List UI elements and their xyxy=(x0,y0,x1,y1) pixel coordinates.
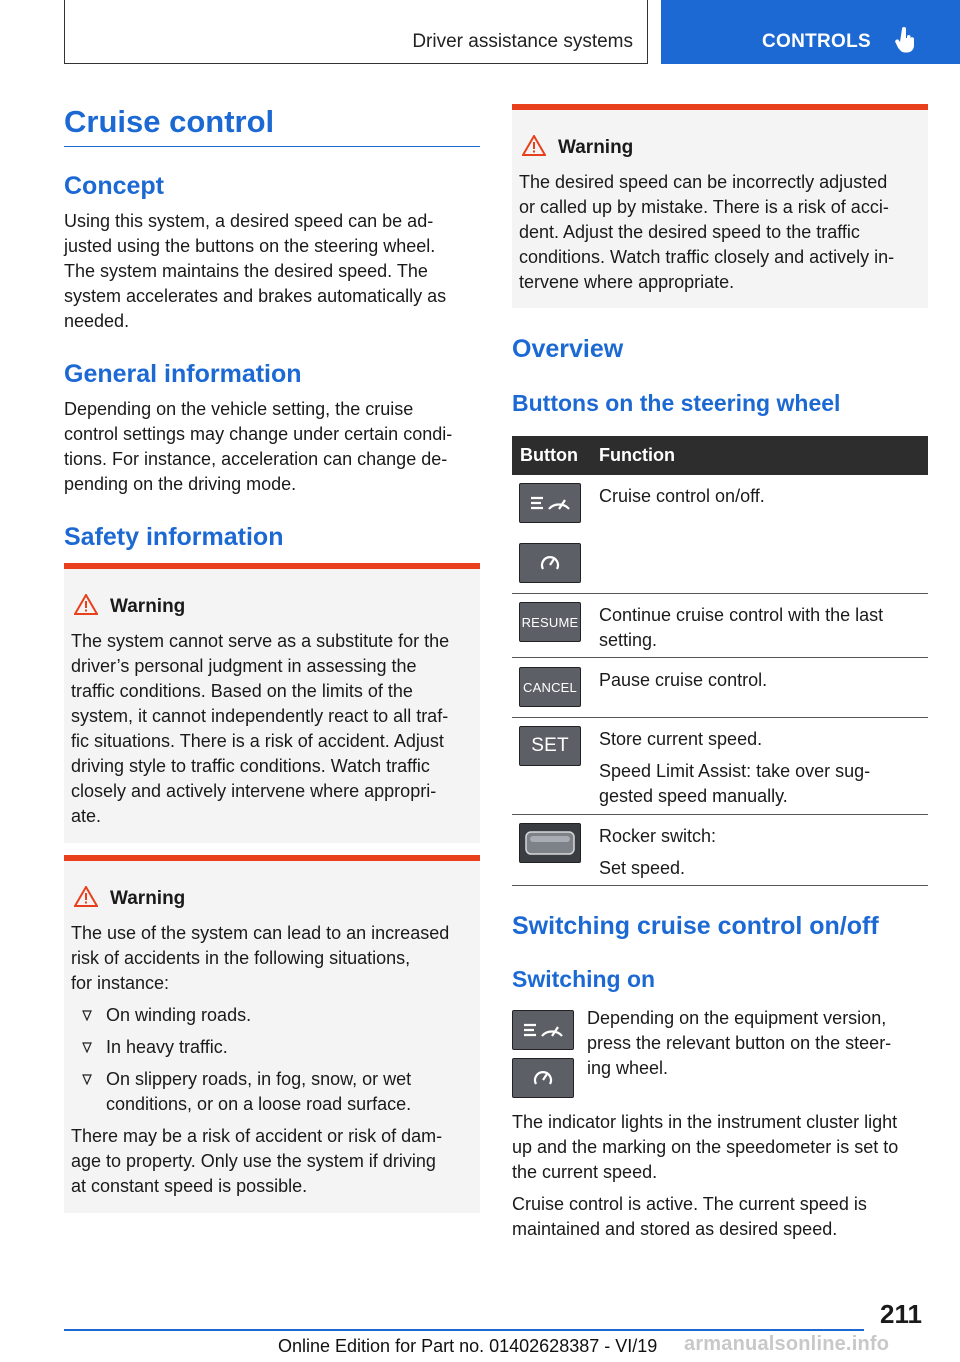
header-section-title: Driver assistance systems xyxy=(412,31,633,52)
text-line: up and the marking on the speedometer is set to xyxy=(512,1137,899,1157)
button-label: CANCEL xyxy=(523,679,577,695)
list-item xyxy=(82,1067,411,1117)
text-line: Pause cruise control. xyxy=(599,670,768,690)
page-number: 211 xyxy=(880,1299,922,1329)
row-divider xyxy=(512,885,928,886)
text-line: Speed Limit Assist: take over sug‐ xyxy=(599,761,871,781)
row-divider xyxy=(512,657,928,658)
text-line: The system maintains the desired speed. The xyxy=(64,261,428,281)
text-line: Rocker switch: xyxy=(599,826,717,846)
function-cell xyxy=(599,668,767,693)
text-line: dent. Adjust the desired speed to the traffic xyxy=(519,222,860,242)
text-line: fic situations. There is a risk of accident. Adjust xyxy=(71,731,444,751)
watermark-text: armanualsonline.info xyxy=(684,1333,890,1355)
warning-intro xyxy=(71,921,449,996)
text-line: ing wheel. xyxy=(587,1058,669,1078)
text-line: Depending on the equipment version, xyxy=(587,1008,887,1028)
warning-text xyxy=(71,629,449,829)
column-header-button: Button xyxy=(520,445,578,465)
heading-concept: Concept xyxy=(64,172,164,200)
bullet-triangle-icon xyxy=(82,1074,92,1085)
text-line: the current speed. xyxy=(512,1162,658,1182)
text-line: press the relevant button on the steer‐ xyxy=(587,1033,892,1053)
function-cell xyxy=(599,727,870,809)
speed-button-image xyxy=(519,543,581,583)
text-line: system, it cannot independently react to all traf‐ xyxy=(71,706,449,726)
cruise-control-button-image xyxy=(519,483,581,523)
edition-text: Online Edition for Part no. 01402628387 - VI/19 xyxy=(278,1336,658,1356)
text-line: conditions. Watch traffic closely and actively in‐ xyxy=(519,247,895,267)
speedometer-icon xyxy=(538,551,562,575)
footer-rule xyxy=(64,1329,864,1331)
concept-paragraph xyxy=(64,209,446,334)
warning-box xyxy=(64,563,480,843)
text-line: tions. For instance, acceleration can change de‐ xyxy=(64,449,448,469)
general-paragraph xyxy=(64,397,452,497)
bullet-triangle-icon xyxy=(82,1010,92,1021)
text-line: control settings may change under certain condi‐ xyxy=(64,424,453,444)
warning-box xyxy=(64,855,480,1213)
warning-triangle-icon xyxy=(74,886,98,907)
text-line: Cruise control is active. The current speed is xyxy=(512,1194,867,1214)
text-line: risk of accidents in the following situations, xyxy=(71,948,411,968)
table-header xyxy=(512,436,928,475)
text-line: Continue cruise control with the last xyxy=(599,605,884,625)
button-label: RESUME xyxy=(521,614,579,630)
cruise-control-icon xyxy=(520,1019,566,1041)
text-line: tervene where appropriate. xyxy=(519,272,735,292)
text-line: maintained and stored as desired speed. xyxy=(512,1219,838,1239)
text-line: Set speed. xyxy=(599,858,686,878)
set-button-image xyxy=(519,726,581,766)
text-line: The system cannot serve as a substitute for the xyxy=(71,631,450,651)
text-line: system accelerates and brakes automatically as xyxy=(64,286,447,306)
rocker-switch-icon xyxy=(523,828,577,858)
row-divider xyxy=(512,593,928,594)
function-cell xyxy=(599,603,883,653)
text-line: ate. xyxy=(71,806,102,826)
heading-switching-cruise-control: Switching cruise control on/off xyxy=(512,912,879,940)
text-line: conditions, or on a loose road surface. xyxy=(106,1094,412,1114)
text-line: driving style to traffic conditions. Watch traffic xyxy=(71,756,430,776)
warning-box xyxy=(512,104,928,308)
text-line: gested speed manually. xyxy=(599,786,788,806)
text-line: for instance: xyxy=(71,973,170,993)
text-line: In heavy traffic. xyxy=(106,1037,228,1057)
heading-overview: Overview xyxy=(512,335,624,363)
cruise-control-button-image xyxy=(512,1010,574,1050)
text-line: driver’s personal judgment in assessing the xyxy=(71,656,417,676)
heading-safety-information: Safety information xyxy=(64,523,284,551)
text-line: closely and actively intervene where appropri‐ xyxy=(71,781,437,801)
column-header-function: Function xyxy=(599,445,675,465)
text-line: Store current speed. xyxy=(599,729,763,749)
cruise-control-icon xyxy=(527,492,573,514)
text-line: The desired speed can be incorrectly adjusted xyxy=(519,172,888,192)
list-item xyxy=(82,1003,251,1028)
rocker-switch-image xyxy=(519,823,581,863)
warning-outro xyxy=(71,1124,442,1199)
text-line: There may be a risk of accident or risk of dam‐ xyxy=(71,1126,443,1146)
text-line: or called up by mistake. There is a risk of acci‐ xyxy=(519,197,889,217)
text-line: age to property. Only use the system if driving xyxy=(71,1151,436,1171)
title-rule xyxy=(64,146,480,147)
text-line: On winding roads. xyxy=(106,1005,252,1025)
text-line: Cruise control on/off. xyxy=(599,486,765,506)
heading-buttons-steering-wheel: Buttons on the steering wheel xyxy=(512,390,841,416)
function-cell xyxy=(599,824,716,881)
text-line: The use of the system can lead to an increased xyxy=(71,923,450,943)
heading-switching-on: Switching on xyxy=(512,966,656,992)
list-item xyxy=(82,1035,228,1060)
text-line: Using this system, a desired speed can be ad‐ xyxy=(64,211,434,231)
indicator-paragraph xyxy=(512,1110,898,1185)
warning-triangle-icon xyxy=(522,135,546,156)
warning-label: Warning xyxy=(558,137,634,158)
speed-button-image xyxy=(512,1058,574,1098)
resume-button-image xyxy=(519,602,581,642)
text-line: pending on the driving mode. xyxy=(64,474,297,494)
text-line: needed. xyxy=(64,311,130,331)
header-chapter-title: CONTROLS xyxy=(762,31,872,52)
function-cell xyxy=(599,484,765,509)
heading-general-information: General information xyxy=(64,360,302,388)
warning-label: Warning xyxy=(110,596,186,617)
row-divider xyxy=(512,814,928,815)
text-line: The indicator lights in the instrument cluster light xyxy=(512,1112,898,1132)
switch-on-paragraph xyxy=(587,1006,891,1081)
page-title: Cruise control xyxy=(64,104,275,139)
button-label: SET xyxy=(531,735,569,756)
header-section-tab xyxy=(64,0,648,64)
text-line: at constant speed is possible. xyxy=(71,1176,308,1196)
text-line: traffic conditions. Based on the limits of the xyxy=(71,681,413,701)
text-line: On slippery roads, in fog, snow, or wet xyxy=(106,1069,412,1089)
header-chapter-tab xyxy=(661,0,960,64)
cancel-button-image xyxy=(519,667,581,707)
speedometer-icon xyxy=(531,1066,555,1090)
text-line: justed using the buttons on the steering wheel. xyxy=(64,236,436,256)
warning-text xyxy=(519,170,894,295)
bullet-triangle-icon xyxy=(82,1042,92,1053)
text-line: setting. xyxy=(599,630,658,650)
warning-triangle-icon xyxy=(74,594,98,615)
active-paragraph xyxy=(512,1192,867,1242)
warning-label: Warning xyxy=(110,888,186,909)
row-divider xyxy=(512,717,928,718)
text-line: Depending on the vehicle setting, the cruise xyxy=(64,399,414,419)
hand-pointer-icon xyxy=(895,27,917,53)
